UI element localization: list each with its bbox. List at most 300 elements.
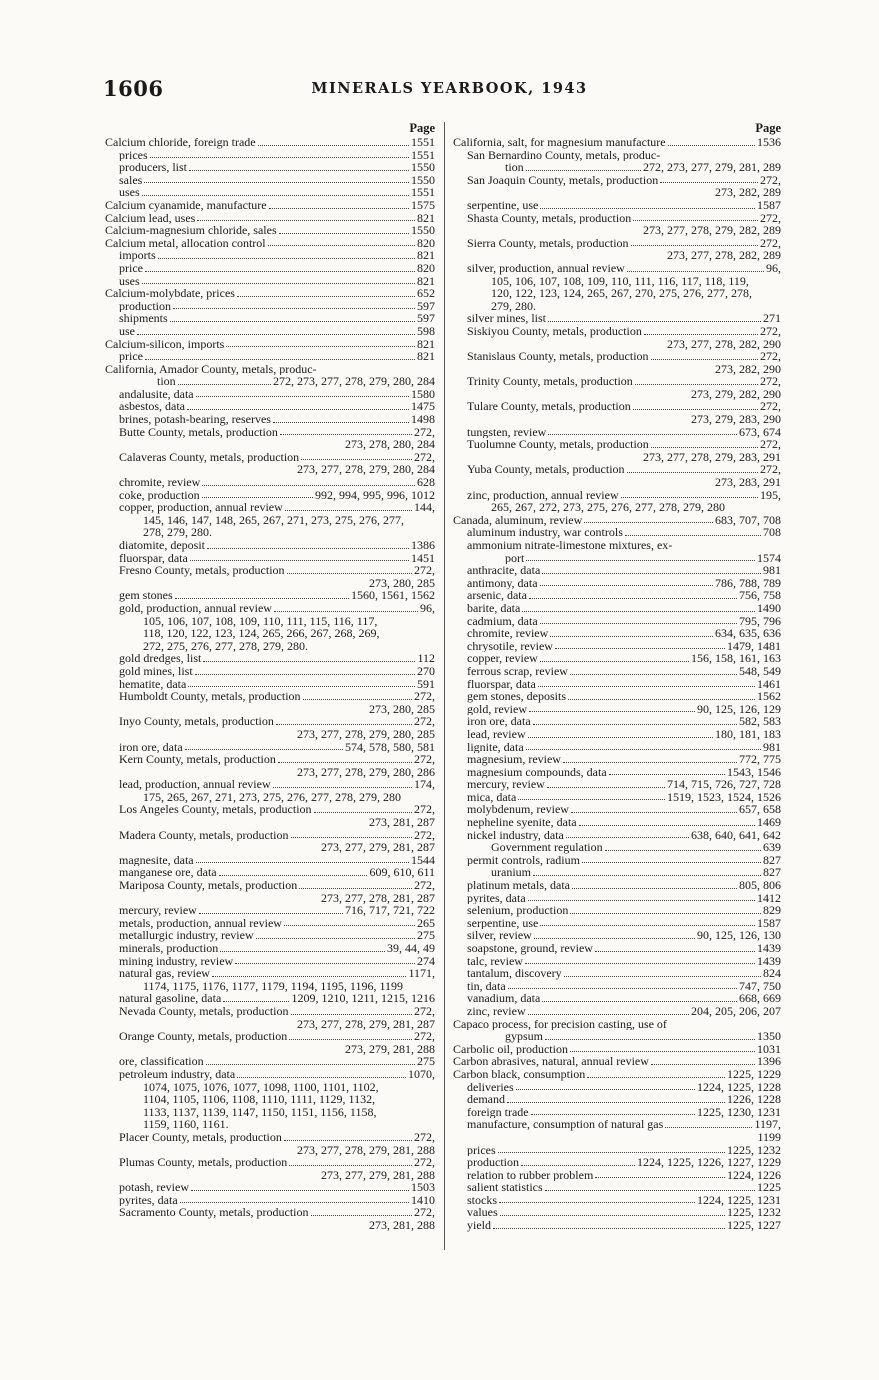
index-entry bbox=[105, 514, 435, 527]
dot-leader bbox=[570, 665, 737, 675]
page-reference: 634, 635, 636 bbox=[715, 627, 781, 640]
entry-text: Shasta County, metals, production bbox=[467, 211, 632, 225]
page-reference: 821 bbox=[417, 274, 435, 288]
entry-text: 105, 106, 107, 108, 109, 110, 111, 116, 117, 118, 119, bbox=[491, 274, 749, 288]
page-reference: 90, 125, 126, 130 bbox=[697, 929, 781, 942]
index-entry bbox=[105, 1018, 435, 1031]
dot-leader bbox=[587, 1068, 725, 1078]
entry-text: Capaco process, for precision casting, use of bbox=[453, 1017, 667, 1031]
index-column-right bbox=[453, 120, 781, 1232]
index-entry bbox=[453, 224, 781, 237]
entry-text: manufacture, consumption of natural gas bbox=[467, 1118, 664, 1131]
dot-leader bbox=[291, 1005, 412, 1015]
page-reference: 273, 277, 278, 279, 280, 285 bbox=[297, 727, 435, 741]
entry-text: natural gas, review bbox=[119, 967, 210, 980]
index-entry bbox=[453, 1194, 781, 1207]
entry-text: fluorspar, data bbox=[467, 677, 536, 691]
index-entry bbox=[105, 1043, 435, 1056]
entry-text: pyrites, data bbox=[119, 1193, 178, 1207]
dot-leader bbox=[145, 350, 415, 360]
entry-text: soapstone, ground, review bbox=[467, 942, 593, 955]
index-entry bbox=[105, 866, 435, 879]
page-reference: 1498 bbox=[411, 413, 435, 426]
index-entry bbox=[453, 879, 781, 892]
index-entry bbox=[105, 841, 435, 854]
page-reference: 1197, bbox=[754, 1118, 781, 1131]
page-reference: 204, 205, 206, 207 bbox=[691, 1004, 781, 1018]
page-reference: 827 bbox=[763, 853, 781, 867]
entry-text: uranium bbox=[491, 866, 531, 880]
entry-text: California, Amador County, metals, produc- bbox=[105, 362, 317, 376]
page-reference: 271 bbox=[763, 312, 781, 325]
page-reference: 1490 bbox=[757, 601, 781, 615]
dot-leader bbox=[180, 1194, 409, 1204]
entry-text: tion bbox=[157, 375, 176, 388]
index-entry bbox=[105, 476, 435, 489]
entry-text: silver, production, annual review bbox=[467, 261, 625, 275]
page-reference: 1224, 1225, 1228 bbox=[697, 1080, 781, 1094]
index-entry bbox=[453, 1005, 781, 1018]
entry-text: lignite, data bbox=[467, 740, 524, 754]
index-entry bbox=[453, 640, 781, 653]
page-reference: 716, 717, 721, 722 bbox=[345, 904, 435, 917]
page-reference: 1410 bbox=[411, 1193, 435, 1207]
page-reference: 683, 707, 708 bbox=[715, 513, 781, 527]
page-reference: 1461 bbox=[757, 677, 781, 691]
dot-leader bbox=[525, 955, 755, 965]
index-entry bbox=[105, 665, 435, 678]
entry-text: uses bbox=[119, 186, 140, 199]
dot-leader bbox=[533, 866, 761, 876]
index-entry bbox=[105, 980, 435, 993]
entry-text: relation to rubber problem bbox=[467, 1168, 594, 1182]
entry-text: price bbox=[119, 350, 143, 363]
page-reference: 156, 158, 161, 163 bbox=[691, 652, 781, 665]
dot-leader bbox=[563, 753, 737, 763]
entry-text: magnesite, data bbox=[119, 853, 194, 867]
entry-text: sales bbox=[119, 173, 143, 187]
page-reference: 827 bbox=[763, 866, 781, 880]
entry-text: port bbox=[505, 551, 525, 565]
page-reference: 1469 bbox=[757, 816, 781, 829]
dot-leader bbox=[287, 564, 412, 574]
index-entry bbox=[105, 1005, 435, 1018]
index-entry bbox=[453, 363, 781, 376]
index-entry bbox=[453, 766, 781, 779]
dot-leader bbox=[314, 803, 412, 813]
index-entry bbox=[105, 728, 435, 741]
index-entry bbox=[105, 955, 435, 968]
page-reference: 1225, 1232 bbox=[727, 1206, 781, 1220]
entry-text: andalusite, data bbox=[119, 387, 194, 401]
entry-text: zinc, review bbox=[467, 1004, 526, 1018]
dot-leader bbox=[568, 690, 755, 700]
dot-leader bbox=[170, 312, 415, 322]
page-reference: 272, bbox=[414, 1156, 435, 1169]
page-reference: 708 bbox=[763, 526, 781, 539]
dot-leader bbox=[195, 665, 415, 675]
entry-text: Calcium lead, uses bbox=[105, 211, 196, 225]
index-entry bbox=[453, 615, 781, 628]
index-entry bbox=[105, 589, 435, 602]
dot-leader bbox=[627, 262, 764, 272]
entry-text: asbestos, data bbox=[119, 400, 185, 414]
entry-text: lead, review bbox=[467, 727, 526, 741]
index-entry bbox=[105, 791, 435, 804]
entry-text: nickel industry, data bbox=[467, 828, 564, 842]
entry-text: Fresno County, metals, production bbox=[119, 564, 285, 577]
dot-leader bbox=[547, 778, 665, 788]
dot-leader bbox=[665, 1118, 752, 1128]
index-entry bbox=[105, 803, 435, 816]
index-entry bbox=[453, 955, 781, 968]
index-entry bbox=[453, 917, 781, 930]
page-reference: 272, bbox=[760, 236, 781, 250]
dot-leader bbox=[526, 741, 761, 751]
index-entry bbox=[453, 174, 781, 187]
index-entry bbox=[453, 413, 781, 426]
index-entry bbox=[105, 275, 435, 288]
entry-text: Canada, aluminum, review bbox=[453, 513, 583, 527]
dot-leader bbox=[279, 224, 409, 234]
page-reference: 273, 277, 278, 279, 280, 284 bbox=[297, 463, 435, 477]
entry-text: 175, 265, 267, 271, 273, 275, 276, 277, 278, 279, 280 bbox=[143, 790, 401, 804]
page-reference: 1550 bbox=[411, 161, 435, 174]
dot-leader bbox=[196, 854, 409, 864]
dot-leader bbox=[142, 186, 409, 196]
entry-text: petroleum industry, data bbox=[119, 1067, 236, 1081]
index-entry bbox=[453, 350, 781, 363]
index-entry bbox=[105, 652, 435, 665]
index-entry bbox=[453, 1106, 781, 1119]
column-heading-page: Page bbox=[409, 121, 435, 135]
page-reference: 639 bbox=[763, 841, 781, 854]
page-reference: 1560, 1561, 1562 bbox=[351, 589, 435, 602]
index-entry bbox=[105, 1081, 435, 1094]
page-reference: 39, 44, 49 bbox=[387, 942, 435, 955]
index-entry bbox=[453, 476, 781, 489]
index-entry bbox=[453, 199, 781, 212]
column-heading-page: Page bbox=[755, 121, 781, 135]
entry-text: 272, 275, 276, 277, 278, 279, 280. bbox=[143, 639, 308, 653]
index-entry bbox=[105, 904, 435, 917]
dot-leader bbox=[526, 552, 755, 562]
dot-leader bbox=[191, 1181, 409, 1191]
entry-text: ore, classification bbox=[119, 1055, 204, 1068]
index-entry bbox=[453, 1118, 781, 1131]
index-entry bbox=[105, 287, 435, 300]
page-reference: 1225, 1230, 1231 bbox=[697, 1105, 781, 1119]
index-entry bbox=[105, 1206, 435, 1219]
dot-leader bbox=[199, 904, 343, 914]
entry-text: Trinity County, metals, production bbox=[467, 375, 633, 388]
dot-leader bbox=[493, 1219, 725, 1229]
page-reference: 272, bbox=[760, 463, 781, 477]
entry-text: coke, production bbox=[119, 488, 200, 502]
page-reference: 597 bbox=[417, 299, 435, 313]
page-reference: 275 bbox=[417, 929, 435, 942]
dot-leader bbox=[668, 136, 755, 146]
page-reference: 714, 715, 726, 727, 728 bbox=[667, 778, 781, 791]
dot-leader bbox=[145, 262, 415, 272]
dot-leader bbox=[516, 1081, 695, 1091]
dot-leader bbox=[508, 980, 737, 990]
dot-leader bbox=[276, 715, 412, 725]
dot-leader bbox=[237, 1068, 406, 1078]
dot-leader bbox=[635, 375, 758, 385]
index-entry bbox=[453, 753, 781, 766]
page-reference: 597 bbox=[417, 312, 435, 325]
running-title: MINERALS YEARBOOK, 1943 bbox=[311, 80, 588, 97]
entry-text: metals, production, annual review bbox=[119, 916, 282, 930]
index-entry bbox=[453, 338, 781, 351]
dot-leader bbox=[660, 174, 758, 184]
index-entry bbox=[105, 388, 435, 401]
dot-leader bbox=[528, 1005, 689, 1015]
page-reference: 272, bbox=[760, 375, 781, 388]
index-entry bbox=[105, 489, 435, 502]
entry-text: gold mines, list bbox=[119, 664, 193, 678]
page-reference: 821 bbox=[417, 249, 435, 262]
index-entry bbox=[453, 1055, 781, 1068]
page-reference: 1225, 1227 bbox=[727, 1219, 781, 1232]
page-reference: 1451 bbox=[411, 551, 435, 565]
dot-leader bbox=[142, 275, 415, 285]
index-entry bbox=[105, 678, 435, 691]
index-entry bbox=[105, 854, 435, 867]
entry-text: lead, production, annual review bbox=[119, 778, 271, 791]
page-reference: 1199 bbox=[757, 1130, 781, 1144]
page-reference: 756, 758 bbox=[739, 589, 781, 602]
dot-leader bbox=[150, 149, 409, 159]
entry-text: Placer County, metals, production bbox=[119, 1130, 282, 1144]
dot-leader bbox=[548, 312, 761, 322]
entry-text: gold, production, annual review bbox=[119, 601, 272, 615]
entry-text: magnesium, review bbox=[467, 753, 561, 766]
page-reference: 829 bbox=[763, 904, 781, 917]
entry-text: hematite, data bbox=[119, 677, 187, 691]
dot-leader bbox=[158, 249, 415, 259]
index-entry bbox=[105, 212, 435, 225]
page-reference: 609, 610, 611 bbox=[369, 866, 435, 880]
page-reference: 820 bbox=[417, 236, 435, 250]
index-entry bbox=[453, 892, 781, 905]
dot-leader bbox=[258, 136, 409, 146]
entry-text: molybdenum, review bbox=[467, 803, 569, 817]
index-entry bbox=[105, 690, 435, 703]
index-entry bbox=[453, 375, 781, 388]
index-entry bbox=[105, 577, 435, 590]
index-entry bbox=[105, 640, 435, 653]
entry-text: yield bbox=[467, 1219, 491, 1232]
dot-leader bbox=[273, 778, 412, 788]
dot-leader bbox=[284, 1131, 412, 1141]
index-entry bbox=[105, 602, 435, 615]
index-entry bbox=[105, 917, 435, 930]
entry-text: San Bernardino County, metals, produc- bbox=[467, 148, 661, 162]
entry-text: ammonium nitrate-limestone mixtures, ex- bbox=[467, 539, 673, 552]
dot-leader bbox=[219, 866, 368, 876]
entry-text: tungsten, review bbox=[467, 425, 547, 439]
page-reference: 272, bbox=[414, 715, 435, 728]
entry-text: Orange County, metals, production bbox=[119, 1030, 288, 1043]
entry-text: demand bbox=[467, 1093, 505, 1106]
dot-leader bbox=[534, 929, 695, 939]
entry-text: prices bbox=[467, 1143, 496, 1157]
index-entry bbox=[105, 438, 435, 451]
entry-text: iron ore, data bbox=[119, 740, 183, 754]
index-entry bbox=[453, 803, 781, 816]
page-reference: 1587 bbox=[757, 916, 781, 930]
index-column-left bbox=[105, 120, 435, 1232]
entry-text: Tuolumne County, metals, production bbox=[467, 438, 649, 451]
page-reference: 273, 277, 278, 279, 280, 286 bbox=[297, 765, 435, 779]
index-entry bbox=[105, 1118, 435, 1131]
entry-text: values bbox=[467, 1206, 498, 1220]
page-reference: 272, bbox=[414, 803, 435, 817]
page-reference: 1503 bbox=[411, 1181, 435, 1194]
page-reference: 272, bbox=[414, 425, 435, 439]
index-entry bbox=[453, 703, 781, 716]
entry-text: shipments bbox=[119, 312, 168, 325]
entry-text: tantalum, discovery bbox=[467, 967, 562, 980]
page-reference: 1519, 1523, 1524, 1526 bbox=[667, 790, 781, 804]
dot-leader bbox=[545, 1181, 755, 1191]
index-entry bbox=[453, 161, 781, 174]
index-entry bbox=[453, 325, 781, 338]
dot-leader bbox=[173, 300, 415, 310]
page-reference: 273, 279, 281, 288 bbox=[345, 1042, 435, 1056]
page-reference: 272, bbox=[760, 400, 781, 414]
entry-text: production bbox=[119, 299, 171, 313]
dot-leader bbox=[507, 1093, 725, 1103]
entry-text: aluminum industry, war controls bbox=[467, 526, 623, 539]
index-entry bbox=[105, 174, 435, 187]
page-reference: 180, 181, 183 bbox=[715, 727, 781, 741]
dot-leader bbox=[538, 678, 755, 688]
entry-text: zinc, production, annual review bbox=[467, 488, 619, 502]
index-entry bbox=[453, 136, 781, 149]
dot-leader bbox=[566, 829, 689, 839]
entry-text: chromite, review bbox=[467, 627, 549, 640]
page-reference: 273, 282, 289 bbox=[715, 186, 781, 199]
page-reference: 96, bbox=[766, 261, 781, 275]
dot-leader bbox=[268, 237, 415, 247]
dot-leader bbox=[605, 841, 761, 851]
page-reference: 786, 788, 789 bbox=[715, 576, 781, 590]
page-reference: 1551 bbox=[411, 148, 435, 162]
entry-text: price bbox=[119, 261, 143, 275]
index-entry bbox=[453, 866, 781, 879]
entry-text: tin, data bbox=[467, 979, 506, 993]
entry-text: Sierra County, metals, production bbox=[467, 236, 629, 250]
index-entry bbox=[453, 400, 781, 413]
dot-leader bbox=[203, 652, 415, 662]
page-reference: 272, bbox=[414, 1130, 435, 1144]
index-entry bbox=[105, 1169, 435, 1182]
page-reference: 273, 277, 278, 282, 289 bbox=[667, 249, 781, 262]
entry-text: gem stones, deposits bbox=[467, 690, 566, 703]
entry-text: use bbox=[119, 324, 135, 338]
index-entry bbox=[105, 400, 435, 413]
entry-text: Sacramento County, metals, production bbox=[119, 1206, 309, 1220]
entry-text: Butte County, metals, production bbox=[119, 425, 278, 439]
page-reference: 1536 bbox=[757, 136, 781, 149]
entry-text: copper, review bbox=[467, 652, 538, 665]
dot-leader bbox=[175, 589, 349, 599]
index-entry bbox=[453, 1093, 781, 1106]
index-entry bbox=[105, 766, 435, 779]
index-entry bbox=[105, 363, 435, 376]
page-reference: 1350 bbox=[757, 1030, 781, 1043]
entry-text: barite, data bbox=[467, 601, 521, 615]
page-reference: 1224, 1225, 1231 bbox=[697, 1193, 781, 1207]
page-reference: 582, 583 bbox=[739, 715, 781, 728]
entry-text: 105, 106, 107, 108, 109, 110, 111, 115, 116, 117, bbox=[143, 614, 378, 628]
index-entry bbox=[453, 589, 781, 602]
page-reference: 668, 669 bbox=[739, 992, 781, 1005]
page-reference: 1224, 1226 bbox=[727, 1168, 781, 1182]
index-entry bbox=[105, 627, 435, 640]
index-entry bbox=[453, 791, 781, 804]
index-entry bbox=[453, 262, 781, 275]
dot-leader bbox=[582, 854, 761, 864]
index-entry bbox=[105, 741, 435, 754]
index-entry bbox=[453, 1156, 781, 1169]
page-reference: 273, 278, 280, 284 bbox=[345, 438, 435, 451]
dot-leader bbox=[289, 1156, 412, 1166]
entry-text: platinum metals, data bbox=[467, 879, 570, 892]
entry-text: Los Angeles County, metals, production bbox=[119, 803, 312, 817]
dot-leader bbox=[555, 640, 725, 650]
page-reference: 273, 280, 285 bbox=[369, 576, 435, 590]
index-entry bbox=[453, 741, 781, 754]
index-entry bbox=[453, 1068, 781, 1081]
page-reference: 1386 bbox=[411, 539, 435, 552]
index-entry bbox=[453, 501, 781, 514]
entry-text: mercury, review bbox=[119, 904, 197, 917]
index-entry bbox=[453, 728, 781, 741]
index-entry bbox=[453, 665, 781, 678]
entry-text: foreign trade bbox=[467, 1105, 529, 1119]
entry-text: magnesium compounds, data bbox=[467, 765, 607, 779]
page-reference: 824 bbox=[763, 967, 781, 980]
entry-text: salient statistics bbox=[467, 1181, 543, 1194]
index-entry bbox=[105, 338, 435, 351]
dot-leader bbox=[206, 1055, 415, 1065]
index-entry bbox=[453, 1181, 781, 1194]
dot-leader bbox=[528, 728, 713, 738]
index-entry-list bbox=[453, 136, 781, 1232]
entry-text: Stanislaus County, metals, production bbox=[467, 350, 649, 363]
dot-leader bbox=[256, 929, 415, 939]
page-reference: 273, 281, 288 bbox=[369, 1219, 435, 1232]
index-entry bbox=[453, 577, 781, 590]
dot-leader bbox=[202, 489, 313, 499]
entry-text: uses bbox=[119, 274, 140, 288]
entry-text: Humboldt County, metals, production bbox=[119, 690, 301, 703]
index-entry bbox=[453, 212, 781, 225]
dot-leader bbox=[197, 212, 415, 222]
dot-leader bbox=[301, 451, 412, 461]
page-reference: 272, bbox=[414, 564, 435, 577]
index-entry bbox=[453, 149, 781, 162]
entry-text: Tulare County, metals, production bbox=[467, 400, 631, 414]
entry-text: 145, 146, 147, 148, 265, 267, 271, 273, 275, 276, 277, bbox=[143, 513, 404, 527]
entry-text: 120, 122, 123, 124, 265, 267, 270, 275, 276, 277, 278, bbox=[491, 287, 752, 300]
page-reference: 272, bbox=[414, 1004, 435, 1018]
dot-leader bbox=[518, 791, 665, 801]
